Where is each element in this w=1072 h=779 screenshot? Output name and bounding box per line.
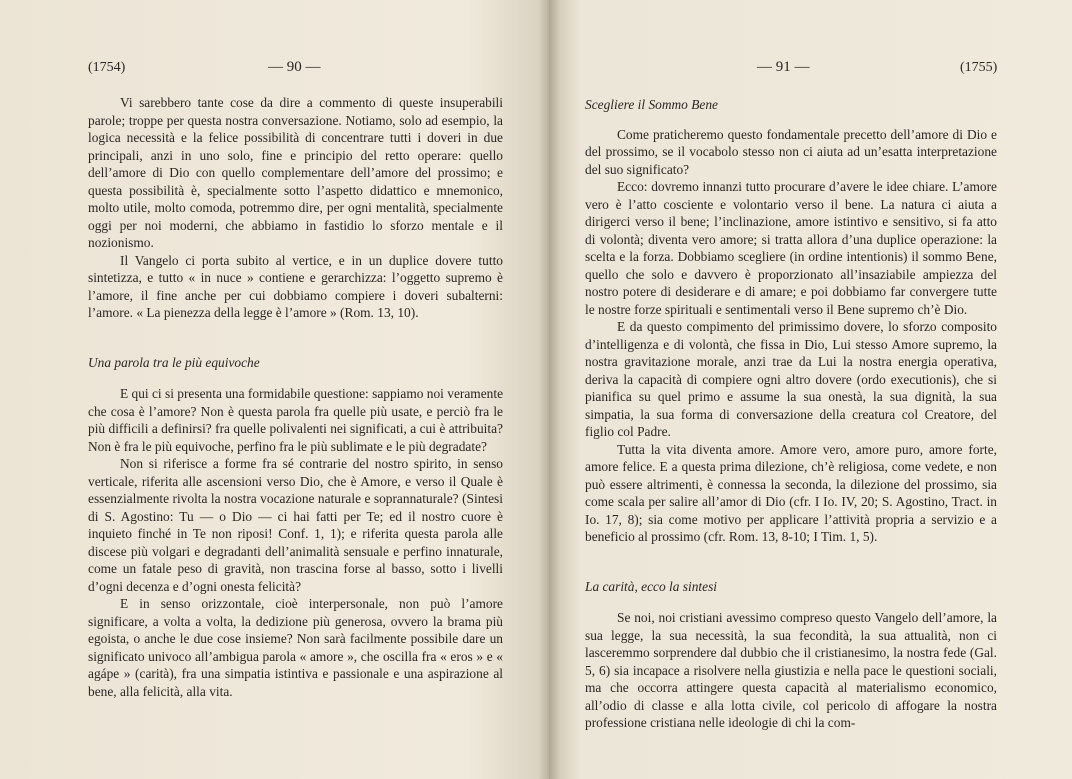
section-heading: Scegliere il Sommo Bene [585, 97, 718, 112]
paragraph: Se noi, noi cristiani avessimo compreso questo Vangelo dell’amore, la sua legge, la sua necessità, la sua fecondità, la sua attualità, non ci lasceremmo sorprendere dal dubbio che il cristianesimo, la nostra fede (Gal. 5, 6) sia incapace a risolvere nella giustizia e nella pace le questioni sociali, ma che occorra attingere questa capacità al materialismo economico, all’odio di classe e alla lotta civile, col pericolo di affogare la nostra professione cristiana nelle ideologie di chi la com- [585, 610, 997, 730]
section-heading: Una parola tra le più equivoche [88, 354, 260, 370]
paragraph: Vi sarebbero tante cose da dire a commento di queste insuperabili parole; troppe per questa nostra conversazione. Notiamo, solo ad esempio, la logica necessità e la felice possibilità di concentrare tutti i doveri in due principali, anzi in uno solo, fine e principio del retto operare: quello dell’amore di Dio con quello complementare dell’amore del prossimo; e questa possibilità è, specialmente sotto l’aspetto didattico e mnemonico, molto utile, molto comoda, potremmo dire, per ogni mentalità, specialmente oggi per noi moderni, che abbiamo in fastidio lo sforzo mentale e il nozionismo. [88, 95, 503, 250]
paragraph: E in senso orizzontale, cioè interpersonale, non può l’amore significare, a volta a volta, la dedizione più generosa, ovvero la brama più egoista, o anche le due cose insieme? Non sarà facilmente possibile dare un significato univoco all’ambigua parola « amore », che oscilla fra « eros » e « agápe » (carità), fra una simpatia istintiva e passionale e una aspirazione al bene, alla felicità, alla vita. [88, 596, 503, 699]
right-folio: (1755) [960, 60, 998, 75]
paragraph: Come praticheremo questo fondamentale precetto dell’amore di Dio e del prossimo, se il vocabolo stesso non ci aiuta ad un’esatta interpretazione del suo significato? [585, 126, 997, 177]
paragraph: Il Vangelo ci porta subito al vertice, e in un duplice dovere tutto sintetizza, e tutto « in nuce » contiene e gerarchizza: l’oggetto supremo è l’amore, il fine anche per cui dobbiamo compiere i doveri subalterni: l’amore. « La pienezza della legge è l’amore » (Rom. 13, 10). [88, 252, 503, 320]
paragraph: E qui ci si presenta una formidabile questione: sappiamo noi veramente che cosa è l’amore? Non è questa parola fra quelle più usate, e perciò fra le più difficili a definirsi? fra quelle polivalenti nei significati, a cui è attribuita? Non è fra le più equivoche, perfino fra le più sublimate e le più degradate? [88, 386, 504, 454]
paragraph: E da questo compimento del primissimo dovere, lo sforzo composito d’intelligenza e di volontà, che fissa in Dio, Lui stesso Amore supremo, la nostra gravitazione morale, anzi trae da Lui la nostra energia operativa, deriva la capacità di compiere ogni altro dovere (ordo executionis), che si pianifica su quel primo e assume la sua onestà, la sua dignità, la sua simpatia, la sua forma di conversazione della creatura col Creatore, del figlio col Padre. [585, 319, 997, 439]
paragraph: Tutta la vita diventa amore. Amore vero, amore puro, amore forte, amore felice. E a questa prima dilezione, ch’è religiosa, come vedete, e non può essere altrimenti, è connessa la seconda, la dilezione del prossimo, sia come scala per salire all’amor di Dio (cfr. I Io. IV, 20; S. Agostino, Tract. in Io. 17, 8); sia come motivo per applicare l’attività propria a servizio e a beneficio al prossimo (cfr. Rom. 13, 8-10; I Tim. 1, 5). [585, 441, 997, 544]
section-heading: La carità, ecco la sintesi [585, 578, 718, 594]
left-page-number: — 90 — [268, 59, 321, 75]
paragraph: Ecco: dovremo innanzi tutto procurare d’avere le idee chiare. L’amore vero è l’atto cosciente e volontario verso il bene. La natura ci aiuta a dirigerci verso il bene; l’inclinazione, amore istintivo e sensitivo, si fa atto di volontà; diventa vero amore; si tratta allora d’una duplice operazione: la scelta e la forza. Dobbiamo scegliere (in ordine intentionis) il sommo Bene, quello che solo e davvero è proporzionato all’insaziabile ampiezza del nostro potere di desiderare e di amare; e poi dobbiamo far convergere tutte le nostre forze spirituali e sentimentali verso il Bene supremo ch’è Dio. [585, 179, 997, 317]
left-folio: (1754) [88, 60, 126, 75]
paragraph: Non si riferisce a forme fra sé contrarie del nostro spirito, in senso verticale, riferita alle ascensioni verso Dio, che è Amore, e verso il Quale è essenzialmente rivolta la nostra vocazione naturale e soprannaturale? (Sintesi di S. Agostino: Tu — o Dio — ci hai fatti per Te; ed il nostro cuore è inquieto finché in Te non riposi! Conf. 1, 1); e riferita questa parola alle discese più volgari e degradanti dell’animalità sensuale e perfino innaturale, come un fatale peso di gravità, non trascina forse al basso, sotto i livelli d’ogni decenza e d’ogni onesta felicità? [88, 456, 503, 594]
right-page-number: — 91 — [757, 59, 810, 75]
left-body [88, 94, 503, 700]
gutter-shadow [538, 0, 560, 779]
right-body [585, 96, 997, 732]
